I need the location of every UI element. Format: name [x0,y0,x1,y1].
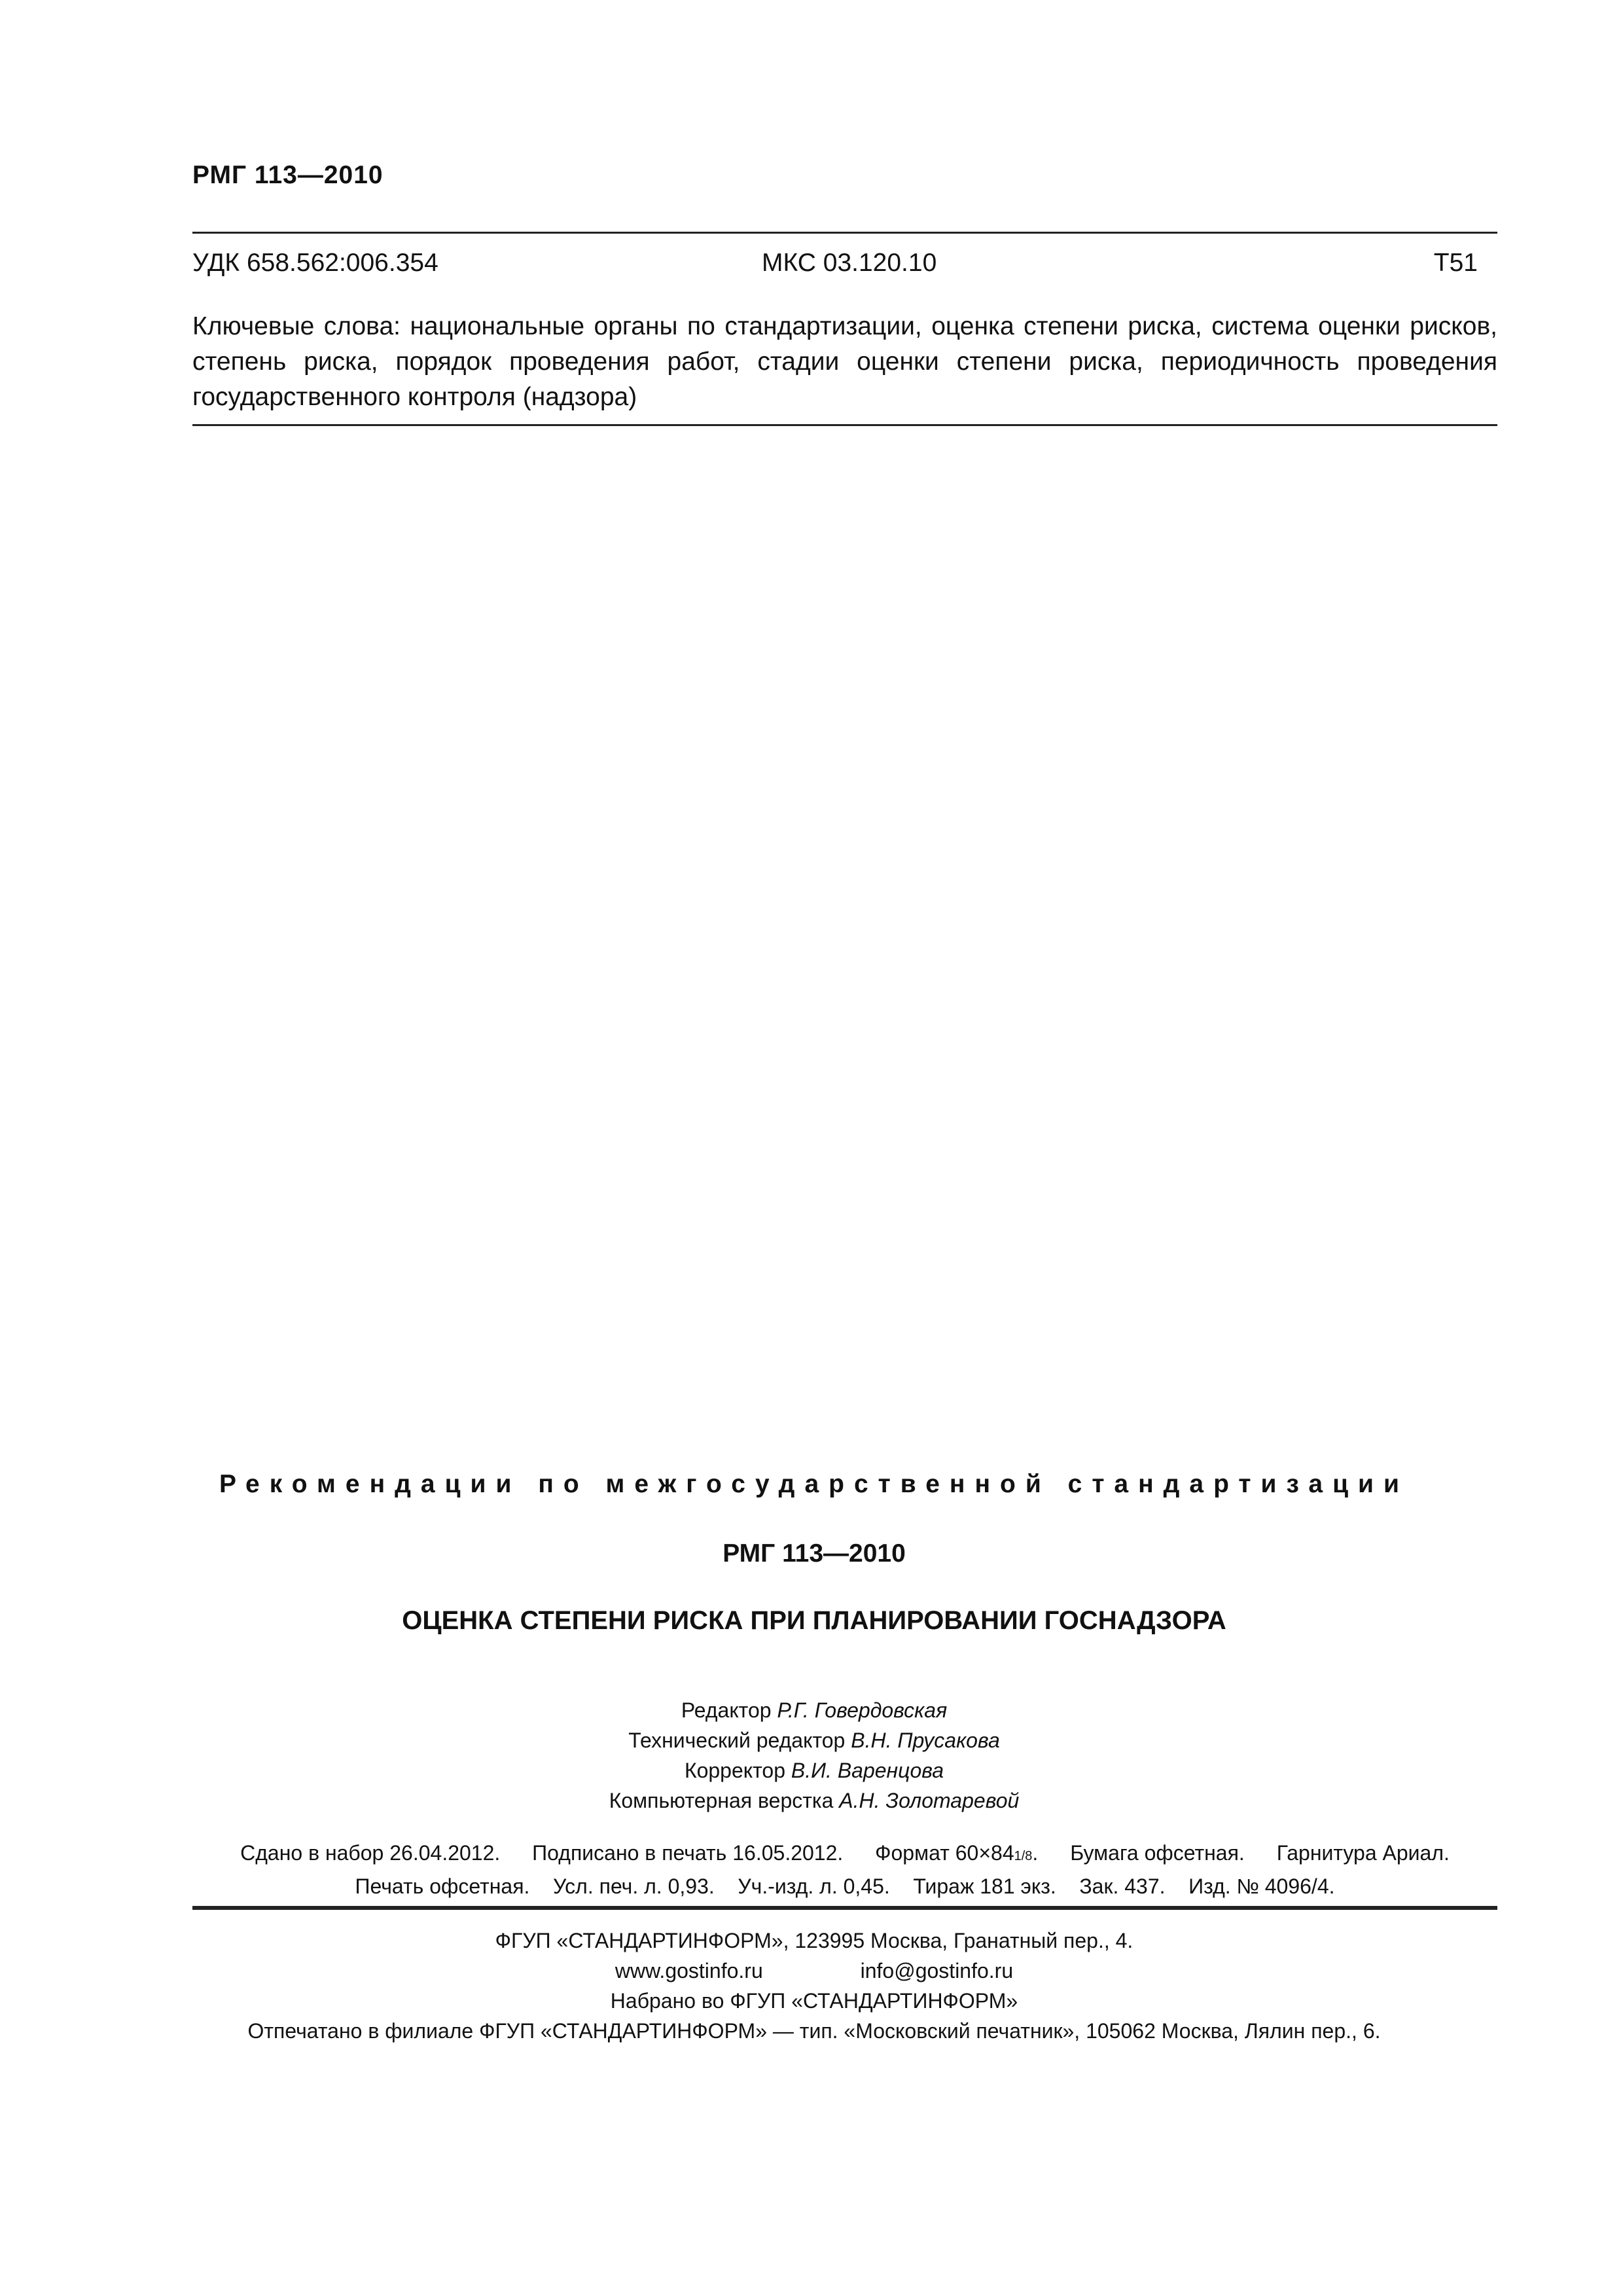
document-code: РМГ 113—2010 [722,1539,906,1568]
publisher-contacts [192,1956,1436,1986]
order-number: Зак. 437. [1079,1874,1166,1898]
credit-proofreader [192,1755,1436,1785]
typeface: Гарнитура Ариал. [1276,1841,1450,1865]
website-link[interactable]: www.gostinfo.ru [615,1959,763,1982]
header-divider [192,232,1497,234]
credit-name: В.Н. Прусакова [851,1729,1000,1752]
document-code-header: РМГ 113—2010 [192,161,383,189]
print-details-line-1 [192,1838,1497,1871]
credit-layout [192,1785,1436,1816]
credit-name: В.И. Варенцова [791,1759,944,1782]
credit-role: Компьютерная верстка [609,1789,834,1812]
credit-role: Технический редактор [628,1729,846,1752]
t-code: Т51 [1433,249,1478,277]
credit-editor [192,1695,1436,1725]
series-title: Рекомендации по межгосударственной стандартизации [219,1470,1409,1498]
mks-code: МКС 03.120.10 [762,249,937,277]
typeset-note: Набрано во ФГУП «СТАНДАРТИНФОРМ» [610,1989,1018,2013]
document-title: ОЦЕНКА СТЕПЕНИ РИСКА ПРИ ПЛАНИРОВАНИИ ГОСНАДЗОРА [402,1606,1226,1635]
udk-code: УДК 658.562:006.354 [192,249,438,277]
print-run: Тираж 181 экз. [913,1874,1056,1898]
classification-row [192,249,1497,281]
publishing-sheets: Уч.-изд. л. 0,45. [738,1874,890,1898]
credit-role: Редактор [681,1698,772,1722]
printed-note: Отпечатано в филиале ФГУП «СТАНДАРТИНФОРМ» — тип. «Московский печатник», 105062 Москва, Лялин пер., 6. [247,2019,1381,2043]
publisher-block [192,1926,1436,2046]
keywords-paragraph: Ключевые слова: национальные органы по стандартизации, оценка степени риска, система оценки рисков, степень риска, порядок проведения работ, стадии оценки степени риска, периодичность проведения государственного контроля (надзора) [192,312,1497,411]
credit-name: Р.Г. Говердовская [777,1698,948,1722]
keywords-divider [192,424,1497,426]
credit-role: Корректор [684,1759,786,1782]
credit-tech-editor [192,1725,1436,1755]
paper-type: Бумага офсетная. [1070,1841,1245,1865]
printed-sheets: Усл. печ. л. 0,93. [552,1874,715,1898]
paper-format: Формат 60×841/8. [875,1841,1039,1865]
print-details-line-2 [192,1871,1497,1901]
print-details [192,1838,1497,1901]
submitted-date: Сдано в набор 26.04.2012. [240,1841,501,1865]
signed-date: Подписано в печать 16.05.2012. [532,1841,844,1865]
publisher-address: ФГУП «СТАНДАРТИНФОРМ», 123995 Москва, Гранатный пер., 4. [495,1929,1133,1952]
printing-method: Печать офсетная. [355,1874,530,1898]
edition-number: Изд. № 4096/4. [1188,1874,1335,1898]
credits-block [192,1695,1436,1816]
imprint-divider [192,1906,1497,1910]
email-link[interactable]: info@gostinfo.ru [860,1959,1014,1982]
credit-name: А.Н. Золотаревой [839,1789,1020,1812]
